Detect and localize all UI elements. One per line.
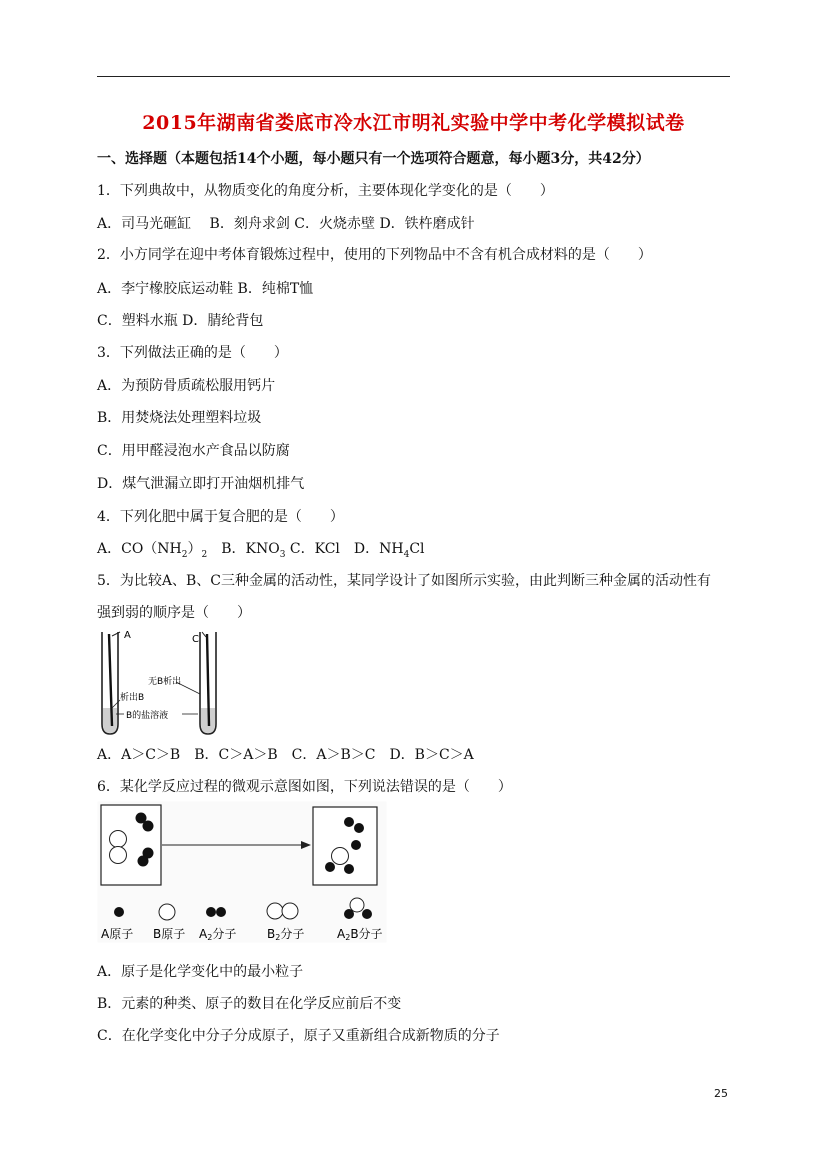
section-heading: 一、选择题（本题包括14个小题，每小题只有一个选项符合题意，每小题3分，共42分） (97, 151, 650, 167)
page-number: 25 (714, 1087, 728, 1100)
legend-a2-molecule: A2分子 (199, 927, 237, 942)
q5-options: A．A＞C＞B B．C＞A＞B C．A＞B＞C D．B＞C＞A (97, 747, 474, 763)
q2-stem: 2．小方同学在迎中考体育锻炼过程中，使用的下列物品中不含有机合成材料的是（ ） (97, 247, 652, 263)
label-a: A (124, 630, 131, 641)
q3-option-a: A．为预防骨质疏松服用钙片 (97, 378, 276, 394)
q5-test-tube-figure (98, 628, 220, 738)
q1-stem: 1．下列典故中，从物质变化的角度分析，主要体现化学变化的是（ ） (97, 183, 554, 199)
q3-option-d: D．煤气泄漏立即打开油烟机排气 (97, 476, 305, 492)
q5-stem-line2: 强到弱的顺序是（ ） (97, 605, 251, 621)
q6-option-a: A．原子是化学变化中的最小粒子 (97, 964, 304, 980)
q6-stem: 6．某化学反应过程的微观示意图如图，下列说法错误的是（ ） (97, 779, 512, 795)
q3-option-c: C．用甲醛浸泡水产食品以防腐 (97, 443, 290, 459)
legend-a-atom: A原子 (101, 927, 134, 941)
label-solution: B的盐溶液 (126, 711, 169, 721)
q3-option-b: B．用焚烧法处理塑料垃圾 (97, 410, 262, 426)
label-c: C (192, 634, 199, 645)
page-title: 2015年湖南省娄底市冷水江市明礼实验中学中考化学模拟试卷 (142, 112, 685, 134)
q3-stem: 3．下列做法正确的是（ ） (97, 345, 288, 361)
q6-reaction-diagram (97, 801, 387, 943)
legend-b2-molecule: B2分子 (267, 927, 305, 942)
label-b-out: 析出B (120, 693, 145, 703)
q6-option-c: C．在化学变化中分子分成原子，原子又重新组合成新物质的分子 (97, 1028, 500, 1044)
q4-options: A．$CO(NH_2)_2$ B．$KNO_3$ C．KCl D．$NH_4Cl$ (97, 541, 425, 560)
legend-a2b-molecule: A2B分子 (337, 927, 383, 942)
q2-options-ab: A．李宁橡胶底运动鞋 B．纯棉T恤 (97, 281, 314, 297)
q6-option-b: B．元素的种类、原子的数目在化学反应前后不变 (97, 996, 402, 1012)
label-no-b: 无B析出 (148, 677, 182, 687)
q5-stem-line1: 5．为比较A、B、C三种金属的活动性，某同学设计了如图所示实验，由此判断三种金属的活动性有 (97, 573, 712, 589)
header-rule (97, 76, 730, 77)
q4-stem: 4．下列化肥中属于复合肥的是（ ） (97, 509, 344, 525)
legend-b-atom: B原子 (153, 927, 186, 941)
q2-options-cd: C．塑料水瓶 D．腈纶背包 (97, 313, 264, 329)
q1-options: A．司马光砸缸 B．刻舟求剑 C．火烧赤壁 D．铁杵磨成针 (97, 216, 475, 232)
